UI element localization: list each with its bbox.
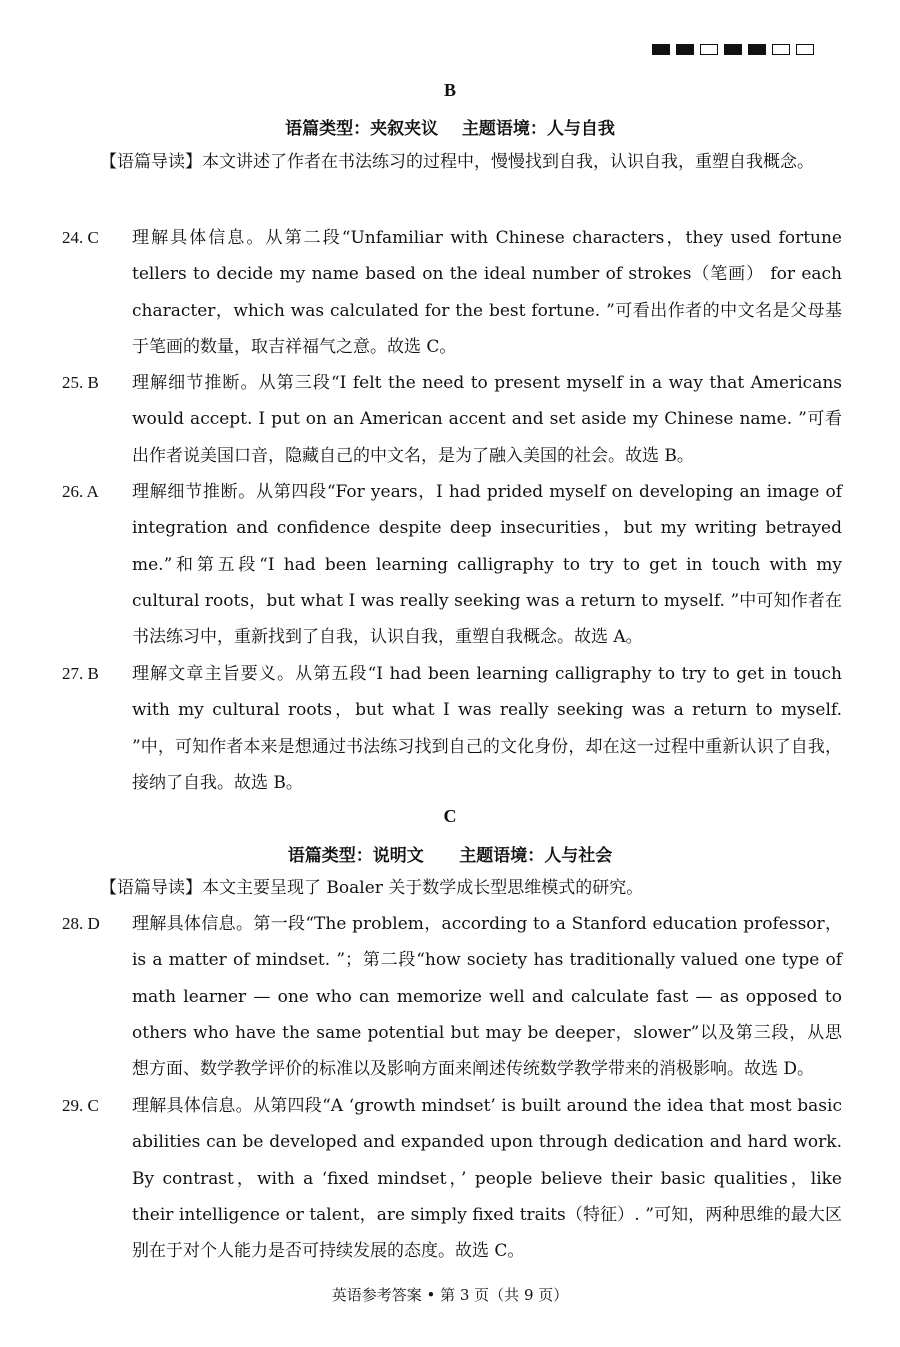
answer-number: 25. B bbox=[62, 373, 99, 392]
answer-number: 29. C bbox=[62, 1096, 99, 1115]
answer-explanation: 理解具体信息。从第四段“A ‘growth mindset’ is built around the idea that most basic abilities can be developed and expanded upon through dedication and hard work. By contrast，with a ‘fixed mindset，’ people believe their basic qualities，like their intelligence or talent，are simply fixed traits（特征）. ”可知，两种思维的最大区别在于对个人能力是否可持续发展的态度。故选 C。 bbox=[132, 1096, 842, 1262]
answer-explanation: 理解具体信息。第一段“The problem，according to a Stanford education professor，is a matter of mindset. ”；第二段“how society has traditionally valued one type of math learner — one who can memorize well and calculate fast — as opposed to others who have the same potential but may be deeper，slower”以及第三段，从思想方面、数学教学评价的标准以及影响方面来阐述传统数学教学带来的消极影响。故选 D。 bbox=[132, 914, 842, 1080]
answer-item-26 bbox=[62, 474, 842, 655]
header-mark bbox=[772, 44, 790, 55]
answer-number: 24. C bbox=[62, 228, 99, 247]
header-mark bbox=[676, 44, 694, 55]
section-b-meta: 语篇类型：夹叙夹议 主题语境：人与自我 bbox=[285, 119, 615, 139]
answer-item-29 bbox=[62, 1088, 842, 1269]
answer-explanation: 理解细节推断。从第四段“For years，I had prided myself on developing an image of integration and confidence despite deep insecurities，but my writing betrayed me.”和第五段“I had been learning calligraphy to try to get in touch with my cultural roots，but what I was really seeking was a return to myself. ”中可知作者在书法练习中，重新找到了自我，认识自我，重塑自我概念。故选 A。 bbox=[132, 482, 842, 648]
answer-number: 26. A bbox=[62, 482, 99, 501]
section-b-letter: B bbox=[443, 80, 456, 100]
section-c-intro-text: 【语篇导读】本文主要呈现了 Boaler 关于数学成长型思维模式的研究。 bbox=[100, 878, 644, 898]
header-mark bbox=[700, 44, 718, 55]
answer-item-24 bbox=[62, 220, 842, 365]
header-mark bbox=[724, 44, 742, 55]
page-footer: 英语参考答案 • 第 3 页（共 9 页） bbox=[331, 1286, 569, 1304]
header-mark bbox=[796, 44, 814, 55]
section-c-intro bbox=[66, 870, 842, 906]
header-mark bbox=[652, 44, 670, 55]
header-marks bbox=[652, 44, 814, 55]
section-c-meta: 语篇类型：说明文 主题语境：人与社会 bbox=[287, 846, 613, 866]
answer-explanation: 理解细节推断。从第三段“I felt the need to present myself in a way that Americans would accept. I put on an American accent and set aside my Chinese name. ”可看出作者说美国口音，隐藏自己的中文名，是为了融入美国的社会。故选 B。 bbox=[132, 373, 842, 466]
answer-item-28 bbox=[62, 906, 842, 1087]
section-b-intro bbox=[66, 144, 842, 180]
answer-item-25 bbox=[62, 365, 842, 474]
answer-explanation: 理解文章主旨要义。从第五段“I had been learning calligraphy to try to get in touch with my cultural roots，but what I was really seeking was a return to myself. ”中，可知作者本来是想通过书法练习找到自己的文化身份，却在这一过程中重新认识了自我，接纳了自我。故选 B。 bbox=[132, 664, 842, 793]
answer-number: 27. B bbox=[62, 664, 99, 683]
answer-item-27 bbox=[62, 656, 842, 801]
section-c-letter: C bbox=[443, 806, 457, 826]
answer-number: 28. D bbox=[62, 914, 100, 933]
section-b-intro-text: 【语篇导读】本文讲述了作者在书法练习的过程中，慢慢找到自我，认识自我，重塑自我概念。 bbox=[100, 152, 814, 172]
header-mark bbox=[748, 44, 766, 55]
answer-explanation: 理解具体信息。从第二段“Unfamiliar with Chinese characters，they used fortune tellers to decide my name based on the ideal number of strokes（笔画） for each character，which was calculated for the best fortune. ”可看出作者的中文名是父母基于笔画的数量，取吉祥福气之意。故选 C。 bbox=[132, 228, 842, 357]
